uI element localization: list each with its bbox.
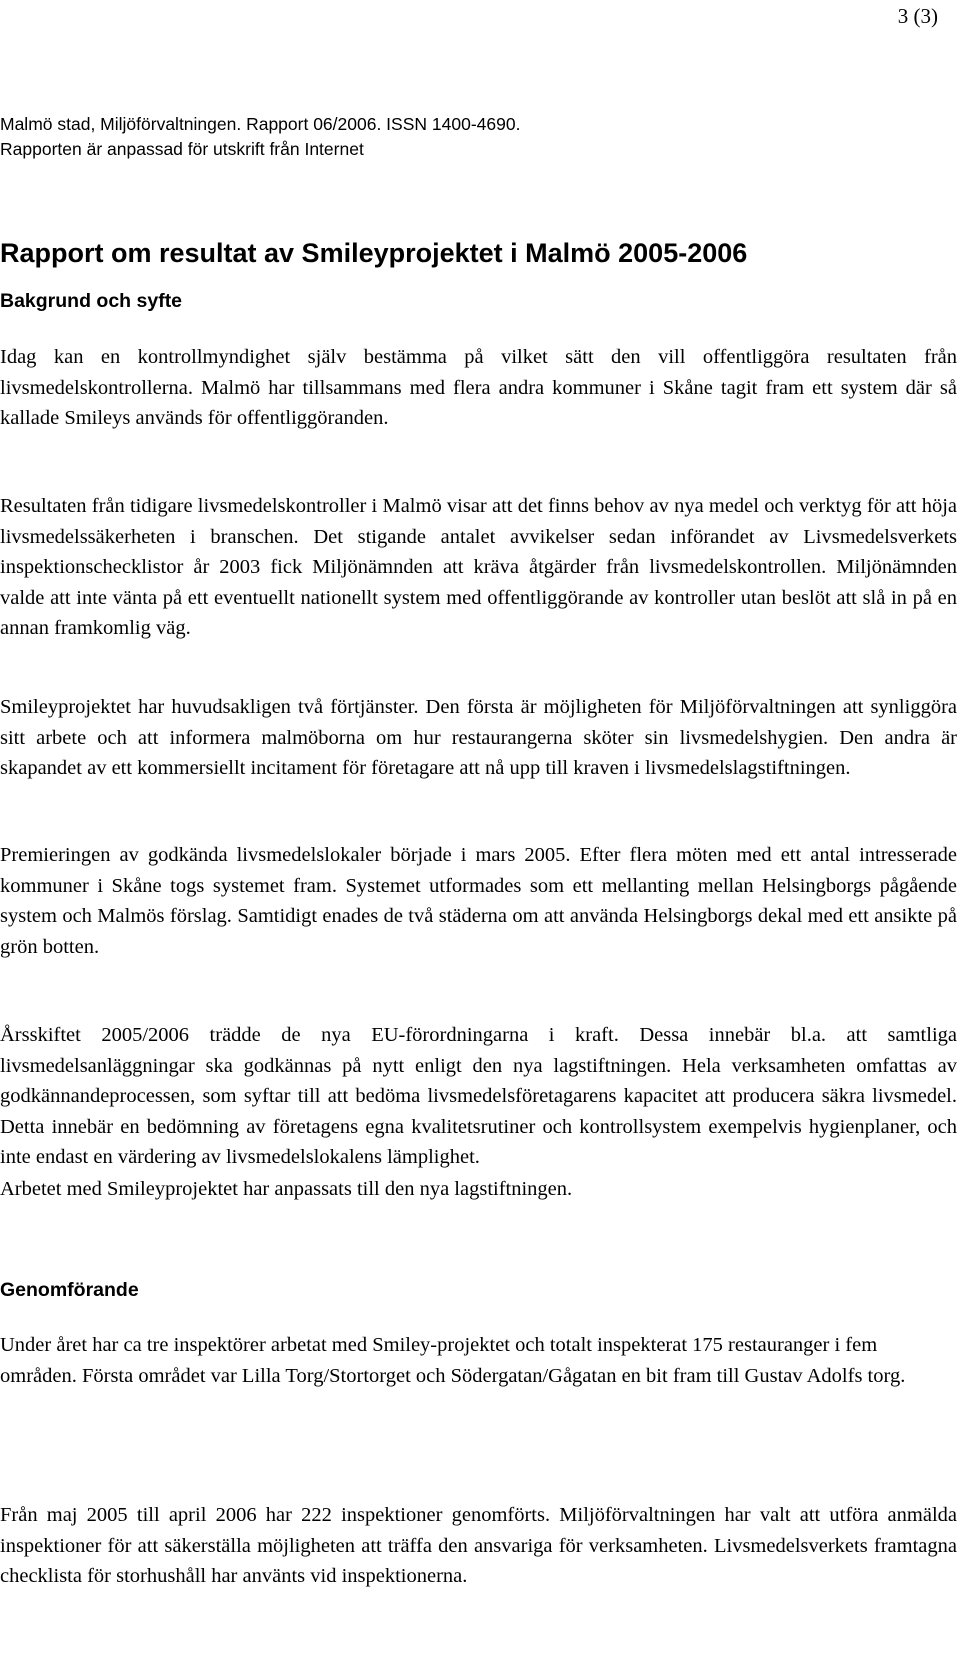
paragraph: Från maj 2005 till april 2006 har 222 inspektioner genomförts. Miljöförvaltningen har valt att utföra anmälda inspektioner för att säkerställa möjligheten att träffa den ansvariga för verksamheten. Livsmedelsverkets framtagna checklista för storhushåll har använts vid inspektionerna.	[0, 1504, 957, 1587]
paragraph: Smileyprojektet har huvudsakligen två förtjänster. Den första är möjligheten för Miljöförvaltningen att synliggöra sitt arbete och att informera malmöborna om hur restaurangerna sköter sin livsmedelshygien. Den andra är skapandet av ett kommersiellt incitament för företagare att nå upp till kraven i livsmedelslagstiftningen.	[0, 696, 957, 779]
report-meta	[0, 112, 520, 162]
section-heading-genomforande: Genomförande	[0, 1279, 139, 1301]
document-title: Rapport om resultat av Smileyprojektet i Malmö 2005-2006	[0, 238, 748, 268]
page-number: 3 (3)	[897, 4, 938, 28]
print-notice: Rapporten är anpassad för utskrift från Internet	[0, 139, 364, 159]
section-heading-bakgrund: Bakgrund och syfte	[0, 290, 183, 312]
paragraph: Under året har ca tre inspektörer arbetat med Smiley-projektet och totalt inspekterat 175 restauranger i fem områden. Första området var Lilla Torg/Stortorget och Södergatan/Gågatan en bit fram till Gustav Adolfs torg.	[0, 1334, 906, 1387]
paragraph: Idag kan en kontrollmyndighet själv bestämma på vilket sätt den vill offentliggöra resultaten från livsmedelskontrollerna. Malmö har tillsammans med flera andra kommuner i Skåne tagit fram ett system där så kallade Smileys används för offentliggöranden.	[0, 346, 957, 429]
paragraph: Resultaten från tidigare livsmedelskontroller i Malmö visar att det finns behov av nya medel och verktyg för att höja livsmedelssäkerheten i branschen. Det stigande antalet avvikelser sedan införandet av Livsmedelsverkets inspektionschecklistor år 2003 fick Miljönämnden att kräva åtgärder från livsmedelskontrollen. Miljönämnden valde att inte vänta på ett eventuellt nationellt system med offentliggörande av kontroller utan beslöt att slå in på en annan framkomlig väg.	[0, 495, 957, 639]
paragraph: Premieringen av godkända livsmedelslokaler började i mars 2005. Efter flera möten med ett antal intresserade kommuner i Skåne togs systemet fram. Systemet utformades som ett mellanting mellan Helsingborgs pågående system och Malmös förslag. Samtidigt enades de två städerna om att använda Helsingborgs dekal med ett ansikte på grön botten.	[0, 844, 957, 958]
paragraph: Årsskiftet 2005/2006 trädde de nya EU-förordningarna i kraft. Dessa innebär bl.a. att samtliga livsmedelsanläggningar ska godkännas på nytt enligt den nya lagstiftningen. Hela verksamheten omfattas av godkännandeprocessen, som syftar till att bedöma livsmedelsföretagarens kapacitet att producera säkra livsmedel. Detta innebär en bedömning av företagens egna kvalitetsrutiner och kontrollsystem exempelvis hygienplaner, och inte endast en värdering av livsmedelslokalens lämplighet.	[0, 1024, 957, 1168]
paragraph: Arbetet med Smileyprojektet har anpassats till den nya lagstiftningen.	[0, 1178, 573, 1200]
report-citation: Malmö stad, Miljöförvaltningen. Rapport 06/2006. ISSN 1400-4690.	[0, 114, 521, 134]
